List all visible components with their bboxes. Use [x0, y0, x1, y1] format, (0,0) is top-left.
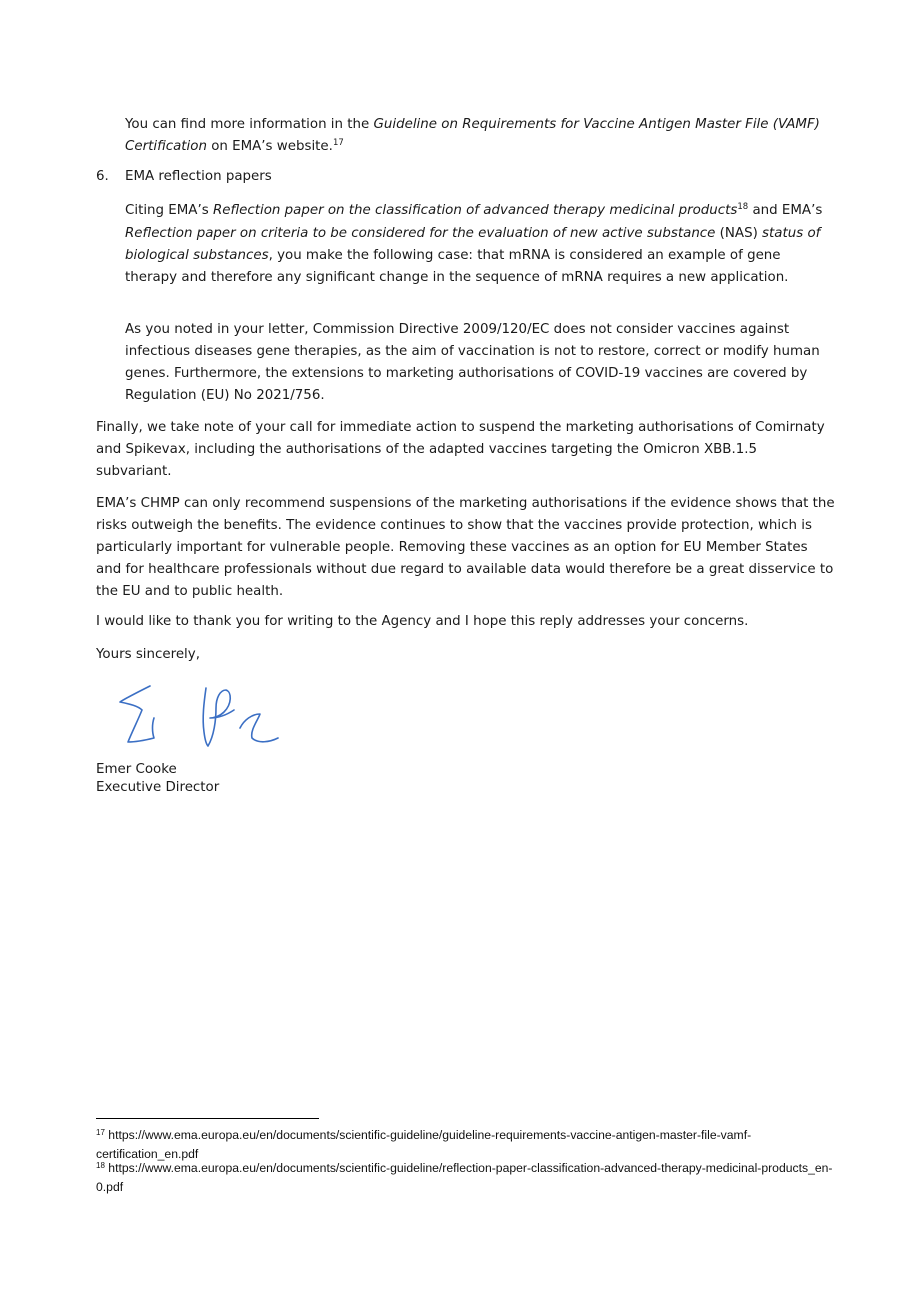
- footnote-ref-18[interactable]: 18: [737, 202, 749, 212]
- vamf-paragraph: [125, 114, 835, 159]
- item-title: EMA reflection papers: [125, 169, 272, 184]
- signatory-role: Executive Director: [96, 779, 220, 795]
- reflection-paper-title-2: Reflection paper on criteria to be considered for the evaluation of new active substance: [125, 226, 716, 241]
- handwritten-signature: [112, 680, 282, 752]
- chmp-paragraph: EMA’s CHMP can only recommend suspensions of the marketing authorisations if the evidence shows that the risks outweigh the benefits. The evidence continues to show that the vaccines provide protection, which is particularly important for vulnerable people. Removing these vaccines as an option for EU Member States and for healthcare professionals without due regard to available data would therefore be a great disservice to the EU and to public health.: [96, 496, 835, 599]
- footnote-17-link[interactable]: https://www.ema.europa.eu/en/documents/scientific-guideline/guideline-requirements-vaccine-antigen-master-file-vamf-certification_en.pdf: [96, 1128, 752, 1161]
- vamf-guideline-title: Guideline on Requirements for Vaccine Antigen Master File (VAMF) Certification: [125, 117, 820, 154]
- citing-paragraph: [125, 200, 835, 289]
- reflection-paper-title-1: Reflection paper on the classification of advanced therapy medicinal products: [212, 203, 738, 218]
- citing-text-3: (NAS): [715, 226, 763, 241]
- footnote-17: [96, 1127, 836, 1162]
- citing-text-4: , you make the following case: that mRNA is considered an example of gene therapy and therefore any significant change in the sequence of mRNA requires a new application.: [125, 248, 789, 285]
- reflection-paper-title-2-cont: status of biological substances: [125, 226, 821, 263]
- citing-text-1: Citing EMA’s: [125, 203, 213, 218]
- finally-paragraph: Finally, we take note of your call for immediate action to suspend the marketing authorisations of Comirnaty and Spikevax, including the authorisations of the adapted vaccines targeting the Omicron XBB.1.5 subvariant.: [96, 420, 825, 479]
- footnote-18-link[interactable]: https://www.ema.europa.eu/en/documents/scientific-guideline/reflection-paper-classification-advanced-therapy-medicinal-products_en-0.pdf: [96, 1161, 833, 1194]
- footnote-18: [96, 1160, 836, 1195]
- item-number: 6.: [96, 169, 109, 184]
- footnote-separator: [96, 1118, 319, 1119]
- signatory-block: [96, 761, 219, 796]
- vamf-text-before: You can find more information in the: [125, 117, 374, 132]
- footnote-18-number: 18: [96, 1161, 105, 1170]
- closing-salutation: Yours sincerely,: [96, 647, 200, 662]
- vamf-text-after: on EMA’s website.: [206, 139, 333, 154]
- citing-text-2: and EMA’s: [748, 203, 823, 218]
- signatory-name: Emer Cooke: [96, 762, 177, 777]
- footnote-17-number: 17: [96, 1128, 105, 1137]
- directive-paragraph: As you noted in your letter, Commission Directive 2009/120/EC does not consider vaccines against infectious diseases gene therapies, as the aim of vaccination is not to restore, correct or modify human genes. Furthermore, the extensions to marketing authorisations of COVID-19 vaccines are covered by Regulation (EU) No 2021/756.: [125, 322, 820, 403]
- footnote-ref-17[interactable]: 17: [332, 138, 344, 148]
- thanks-paragraph: I would like to thank you for writing to the Agency and I hope this reply addresses your concerns.: [96, 614, 749, 629]
